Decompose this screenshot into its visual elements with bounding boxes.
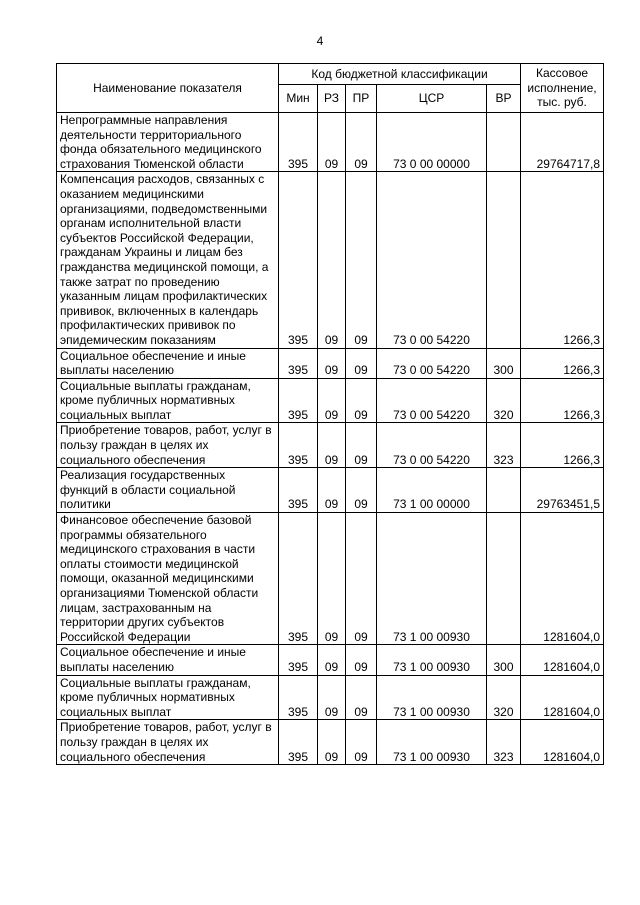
row-name: Реализация государственных функций в области социальной политики [57,468,279,513]
row-pr: 09 [346,378,377,423]
row-pr: 09 [346,645,377,675]
row-name: Компенсация расходов, связанных с оказанием медицинскими организациями, подведомственными органам исполнительной власти субъектов Российской Федерации, гражданам Украины и лицам без гражданства медицинской помощи, а также затрат по проведению указанным лицам профилактических прививок, включенных в календарь профилактических прививок по эпидемическим показаниям [57,172,279,348]
row-csr: 73 0 00 54220 [377,172,487,348]
row-vr: 300 [487,348,521,378]
row-amount: 1281604,0 [521,645,604,675]
table-row [57,423,604,468]
row-pr: 09 [346,720,377,765]
row-name: Финансовое обеспечение базовой программы обязательного медицинского страхования в части оплаты стоимости медицинской помощи, оказанной медицинскими организациями Тюменской области лицам, застрахованным на территории других субъектов Российской Федерации [57,513,279,645]
row-amount: 29764717,8 [521,113,604,172]
table-body [57,113,604,765]
row-csr: 73 1 00 00930 [377,513,487,645]
header-name: Наименование показателя [57,64,279,113]
row-name: Социальное обеспечение и иные выплаты населению [57,645,279,675]
row-rz: 09 [318,675,346,720]
row-amount: 1266,3 [521,378,604,423]
row-amount: 1281604,0 [521,720,604,765]
table-row [57,172,604,348]
page-number: 4 [316,34,324,48]
row-amount: 1266,3 [521,172,604,348]
row-min: 395 [279,113,318,172]
row-vr: 300 [487,645,521,675]
row-vr [487,468,521,513]
row-vr: 320 [487,675,521,720]
row-rz: 09 [318,423,346,468]
header-csr: ЦСР [377,85,487,113]
row-min: 395 [279,720,318,765]
row-amount: 1281604,0 [521,513,604,645]
table-row [57,675,604,720]
header-vr: ВР [487,85,521,113]
row-csr: 73 1 00 00930 [377,720,487,765]
header-min: Мин [279,85,318,113]
row-rz: 09 [318,645,346,675]
table-row [57,378,604,423]
row-csr: 73 0 00 54220 [377,348,487,378]
row-min: 395 [279,423,318,468]
row-min: 395 [279,675,318,720]
table-row [57,348,604,378]
row-csr: 73 1 00 00930 [377,645,487,675]
row-min: 395 [279,172,318,348]
row-pr: 09 [346,468,377,513]
row-csr: 73 0 00 54220 [377,423,487,468]
row-vr [487,172,521,348]
row-min: 395 [279,513,318,645]
row-amount: 1266,3 [521,348,604,378]
row-pr: 09 [346,675,377,720]
row-csr: 73 1 00 00000 [377,468,487,513]
row-rz: 09 [318,513,346,645]
row-vr: 323 [487,423,521,468]
row-name: Непрограммные направления деятельности территориального фонда обязательного медицинского страхования Тюменской области [57,113,279,172]
row-rz: 09 [318,378,346,423]
row-vr: 323 [487,720,521,765]
row-pr: 09 [346,113,377,172]
row-amount: 1266,3 [521,423,604,468]
row-rz: 09 [318,468,346,513]
row-rz: 09 [318,348,346,378]
row-name: Приобретение товаров, работ, услуг в пользу граждан в целях их социального обеспечения [57,423,279,468]
row-name: Социальное обеспечение и иные выплаты населению [57,348,279,378]
row-rz: 09 [318,113,346,172]
row-min: 395 [279,378,318,423]
row-pr: 09 [346,513,377,645]
row-vr [487,513,521,645]
row-csr: 73 0 00 00000 [377,113,487,172]
header-rz: РЗ [318,85,346,113]
row-amount: 29763451,5 [521,468,604,513]
row-csr: 73 1 00 00930 [377,675,487,720]
row-amount: 1281604,0 [521,675,604,720]
header-budget-code-group: Код бюджетной классификации [279,64,521,85]
table-row [57,513,604,645]
table-row [57,645,604,675]
row-min: 395 [279,348,318,378]
row-rz: 09 [318,172,346,348]
row-pr: 09 [346,423,377,468]
row-pr: 09 [346,348,377,378]
row-name: Социальные выплаты гражданам, кроме публичных нормативных социальных выплат [57,378,279,423]
table-row [57,720,604,765]
row-rz: 09 [318,720,346,765]
row-csr: 73 0 00 54220 [377,378,487,423]
row-name: Социальные выплаты гражданам, кроме публичных нормативных социальных выплат [57,675,279,720]
header-pr: ПР [346,85,377,113]
row-min: 395 [279,645,318,675]
budget-execution-table [56,63,604,765]
row-pr: 09 [346,172,377,348]
header-amount: Кассовое исполнение, тыс. руб. [521,64,604,113]
row-vr: 320 [487,378,521,423]
table-row [57,468,604,513]
table-row [57,113,604,172]
row-min: 395 [279,468,318,513]
row-name: Приобретение товаров, работ, услуг в пользу граждан в целях их социального обеспечения [57,720,279,765]
row-vr [487,113,521,172]
